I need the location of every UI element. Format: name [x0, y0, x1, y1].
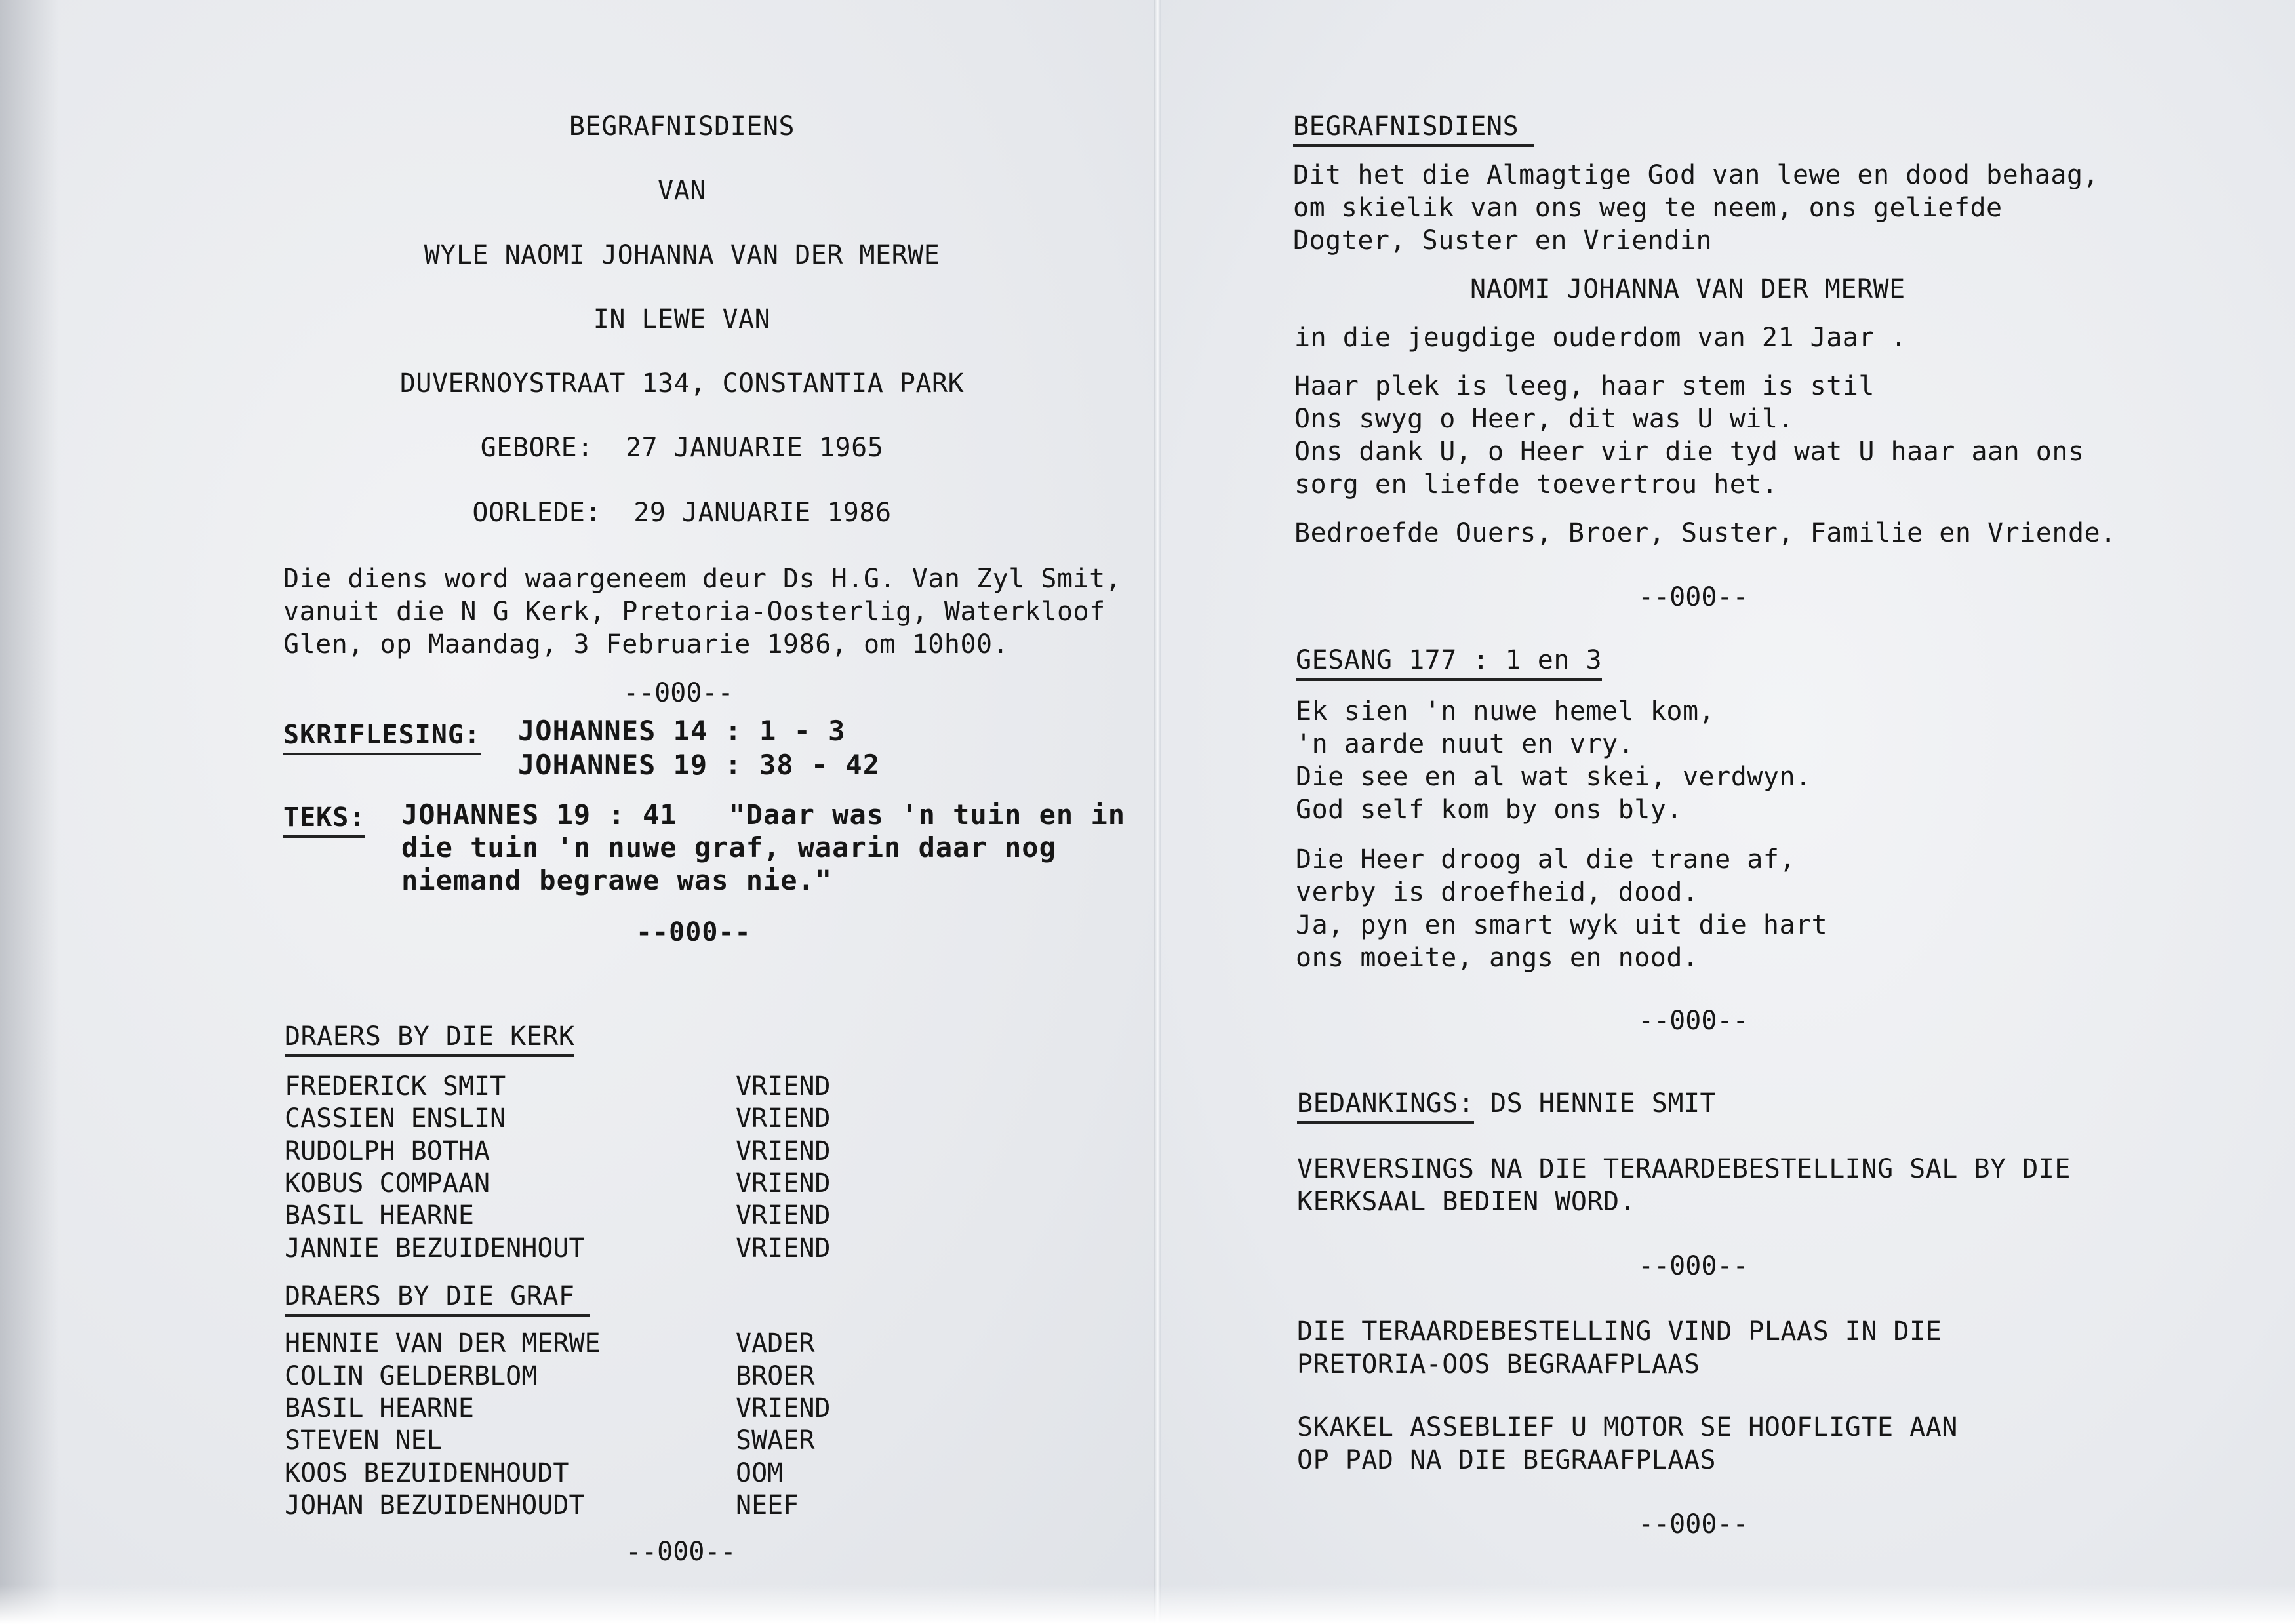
verse-line: Ons dank U, o Heer vir die tyd wat U haar aan ons — [1294, 437, 2085, 467]
hymn-line: God self kom by ons bly. — [1296, 795, 1683, 825]
bearer-name: FREDERICK SMIT — [285, 1071, 506, 1101]
gesang-heading — [1296, 644, 1602, 681]
verse-line: sorg en liefde toevertrou het. — [1294, 469, 1778, 500]
intro-line: Dit het die Almagtige God van lewe en dood behaag, — [1293, 160, 2100, 190]
bearer-relation: OOM — [736, 1458, 784, 1488]
skriflesing-ref-1: JOHANNES 14 : 1 - 3 — [518, 715, 846, 747]
deceased-name-line: WYLE NAOMI JOHANNA VAN DER MERWE — [424, 240, 940, 270]
verse-line: Ons swyg o Heer, dit was U wil. — [1294, 404, 1795, 434]
title: BEGRAFNISDIENS — [569, 111, 795, 142]
draers-graf-heading — [285, 1280, 590, 1317]
teks-label-text: TEKS: — [283, 801, 365, 838]
born-line: GEBORE: 27 JANUARIE 1965 — [480, 433, 884, 463]
intro-line: om skielik van ons weg te neem, ons geliefde — [1293, 193, 2003, 223]
verversings-line: KERKSAAL BEDIEN WORD. — [1297, 1187, 1636, 1217]
bearer-relation: VRIEND — [736, 1103, 831, 1134]
right-heading — [1293, 110, 1534, 147]
van-line: VAN — [658, 176, 706, 206]
bearer-name: KOBUS COMPAAN — [285, 1168, 490, 1198]
bearer-name: STEVEN NEL — [285, 1425, 443, 1456]
teraarde-line: DIE TERAARDEBESTELLING VIND PLAAS IN DIE — [1297, 1317, 1942, 1347]
hymn-line: Ek sien 'n nuwe hemel kom, — [1296, 696, 1715, 726]
bottom-edge — [0, 1585, 2295, 1624]
teks-line: JOHANNES 19 : 41 "Daar was 'n tuin en in — [401, 799, 1126, 831]
bearer-relation: NEEF — [736, 1490, 799, 1520]
hymn-line: Die Heer droog al die trane af, — [1296, 844, 1796, 875]
address-line: DUVERNOYSTRAAT 134, CONSTANTIA PARK — [399, 368, 965, 399]
hymn-line: 'n aarde nuut en vry. — [1296, 729, 1635, 759]
skriflesing-ref-2: JOHANNES 19 : 38 - 42 — [518, 749, 881, 781]
teraarde-line: PRETORIA-OOS BEGRAAFPLAAS — [1297, 1349, 1700, 1379]
draers-graf-heading-text: DRAERS BY DIE GRAF — [285, 1280, 590, 1317]
separator: --000-- — [1638, 1509, 1749, 1539]
bearer-relation: VRIEND — [736, 1393, 831, 1423]
separator: --000-- — [623, 678, 734, 708]
verse-line: Haar plek is leeg, haar stem is stil — [1294, 371, 1875, 401]
skakel-line: OP PAD NA DIE BEGRAAFPLAAS — [1297, 1445, 1717, 1475]
bearer-name: RUDOLPH BOTHA — [285, 1136, 490, 1166]
bedankings-value: DS HENNIE SMIT — [1474, 1088, 1717, 1119]
bearer-relation: VRIEND — [736, 1168, 831, 1198]
deceased-name: NAOMI JOHANNA VAN DER MERWE — [1470, 274, 1906, 304]
bearer-relation: VADER — [736, 1328, 815, 1358]
bearer-name: HENNIE VAN DER MERWE — [285, 1328, 601, 1358]
skriflesing-label-text: SKRIFLESING: — [283, 719, 481, 755]
intro-line: Dogter, Suster en Vriendin — [1293, 226, 1713, 256]
mourners-line: Bedroefde Ouers, Broer, Suster, Familie en Vriende. — [1294, 518, 2117, 548]
right-heading-text: BEGRAFNISDIENS — [1293, 110, 1534, 147]
bearer-name: COLIN GELDERBLOM — [285, 1361, 538, 1391]
hymn-line: Die see en al wat skei, verdwyn. — [1296, 762, 1812, 792]
bearer-relation: VRIEND — [736, 1233, 831, 1263]
separator: --000-- — [1638, 582, 1749, 612]
bearer-relation: BROER — [736, 1361, 815, 1391]
separator: --000-- — [1638, 1006, 1749, 1036]
draers-kerk-heading — [285, 1020, 574, 1057]
hymn-line: verby is droefheid, dood. — [1296, 877, 1699, 907]
bearer-relation: SWAER — [736, 1425, 815, 1456]
bearer-name: BASIL HEARNE — [285, 1393, 474, 1423]
teks-line: niemand begrawe was nie." — [401, 864, 833, 896]
teks-label — [283, 801, 365, 838]
died-line: OORLEDE: 29 JANUARIE 1986 — [472, 498, 892, 528]
bearer-relation: VRIEND — [736, 1200, 831, 1231]
bearer-name: CASSIEN ENSLIN — [285, 1103, 506, 1134]
bearer-relation: VRIEND — [736, 1136, 831, 1166]
bearer-relation: VRIEND — [736, 1071, 831, 1101]
service-line: Die diens word waargeneem deur Ds H.G. Van Zyl Smit, — [283, 564, 1122, 594]
bearer-name: KOOS BEZUIDENHOUDT — [285, 1458, 569, 1488]
service-line: vanuit die N G Kerk, Pretoria-Oosterlig, Waterkloof — [283, 597, 1106, 627]
right-page — [1161, 0, 2295, 1624]
bearer-name: BASIL HEARNE — [285, 1200, 474, 1231]
age-line: in die jeugdige ouderdom van 21 Jaar . — [1294, 323, 1907, 353]
bedankings-line — [1297, 1087, 1716, 1124]
verversings-line: VERVERSINGS NA DIE TERAARDEBESTELLING SAL BY DIE — [1297, 1154, 2071, 1184]
bearer-name: JANNIE BEZUIDENHOUT — [285, 1233, 585, 1263]
bedankings-label: BEDANKINGS: — [1297, 1087, 1474, 1124]
teks-line: die tuin 'n nuwe graf, waarin daar nog — [401, 831, 1056, 863]
separator: --000-- — [626, 1537, 736, 1567]
page-fold — [1154, 0, 1161, 1624]
separator: --000-- — [636, 917, 751, 947]
gesang-heading-text: GESANG 177 : 1 en 3 — [1296, 644, 1602, 681]
skakel-line: SKAKEL ASSEBLIEF U MOTOR SE HOOFLIGTE AAN — [1297, 1412, 1958, 1442]
service-line: Glen, op Maandag, 3 Februarie 1986, om 10h00. — [283, 629, 1009, 660]
hymn-line: Ja, pyn en smart wyk uit die hart — [1296, 910, 1828, 940]
bearer-name: JOHAN BEZUIDENHOUDT — [285, 1490, 585, 1520]
hymn-line: ons moeite, angs en nood. — [1296, 943, 1699, 973]
in-lewe-line: IN LEWE VAN — [593, 304, 771, 334]
separator: --000-- — [1638, 1251, 1749, 1281]
draers-kerk-heading-text: DRAERS BY DIE KERK — [285, 1020, 574, 1057]
skriflesing-label — [283, 719, 481, 755]
